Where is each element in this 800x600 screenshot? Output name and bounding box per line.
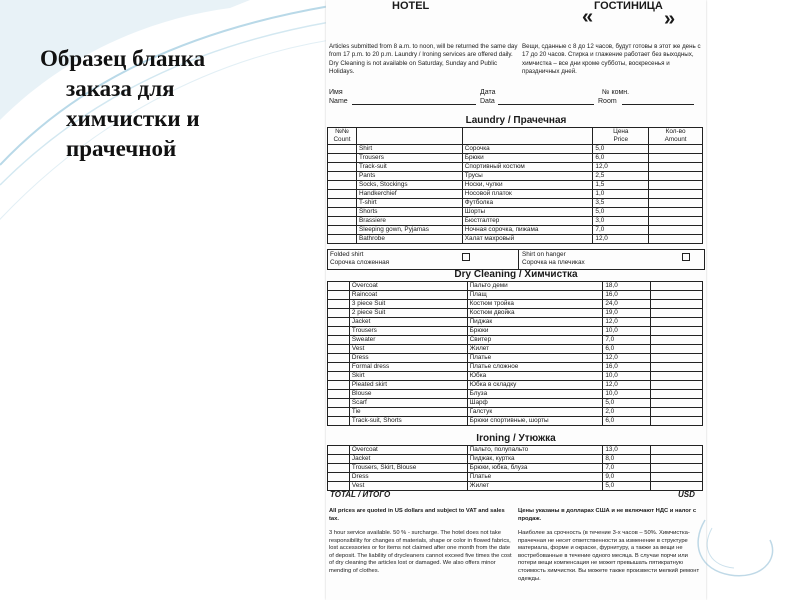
count-header-en: Count <box>333 136 351 143</box>
item-price: 24,0 <box>603 300 651 309</box>
item-en: Jacket <box>349 455 467 464</box>
name-label-ru: Имя <box>329 89 343 96</box>
intro-text-ru: Вещи, сданные с 8 до 12 часов, будут готовы в этот же день с 17 до 20 часов. Стирка и глажение работает без выходных, химчистка – все дни кроме субботы, воскресенья и праздничных дней. <box>522 43 701 76</box>
item-ru: Галстук <box>467 408 603 417</box>
item-en: Skirt <box>349 372 467 381</box>
item-en: Dress <box>349 354 467 363</box>
item-ru: Трусы <box>462 172 593 181</box>
name-label-en: Name <box>329 98 348 105</box>
slide-title-line: химчистки и <box>66 106 200 131</box>
item-ru: Жилет <box>467 345 603 354</box>
item-en: Jacket <box>349 318 467 327</box>
total-label: TOTAL / ИТОГО <box>330 490 391 499</box>
folded-shirt-label-ru: Сорочка сложенная <box>330 259 390 266</box>
item-price: 1,0 <box>593 190 649 199</box>
item-ru: Пиджак <box>467 318 603 327</box>
item-ru: Спортивный костюм <box>462 163 593 172</box>
item-ru: Платье <box>467 354 603 363</box>
footer-vat-en: All prices are quoted in US dollars and subject to VAT and sales tax. <box>329 508 505 522</box>
slide-title-line: Образец бланка <box>40 46 206 71</box>
item-ru: Брюки спортивные, шорты <box>467 417 603 426</box>
item-price: 2,5 <box>593 172 649 181</box>
item-en: Brassiere <box>356 217 462 226</box>
currency-label: USD <box>678 490 695 499</box>
item-ru: Брюки, юбка, блуза <box>467 464 603 473</box>
hanger-shirt-label-en: Shirt on hanger <box>522 251 566 258</box>
item-price: 5,0 <box>593 145 649 154</box>
item-ru: Жилет <box>467 482 603 491</box>
item-en: T-shirt <box>356 199 462 208</box>
footer-vat-ru: Цены указаны в долларах США и не включают НДС и налог с продаж. <box>518 508 697 522</box>
item-ru: Брюки <box>462 154 593 163</box>
folded-shirt-label-en: Folded shirt <box>330 251 364 258</box>
item-en: Socks, Stockings <box>356 181 462 190</box>
item-price: 1,5 <box>593 181 649 190</box>
item-price: 19,0 <box>603 309 651 318</box>
item-ru: Пиджак, куртка <box>467 455 603 464</box>
item-price: 5,0 <box>603 399 651 408</box>
item-ru: Костюм тройка <box>467 300 603 309</box>
room-label-ru: № комн. <box>602 89 630 96</box>
item-price: 13,0 <box>603 446 651 455</box>
item-en: Track-suit, Shorts <box>349 417 467 426</box>
hotel-title-en: HOTEL <box>392 0 430 12</box>
item-ru: Плащ <box>467 291 603 300</box>
item-en: Trousers <box>356 154 462 163</box>
item-ru: Носки, чулки <box>462 181 593 190</box>
footer-terms-en: 3 hour service available. 50 % - surcharge. The hotel does not take responsibility for changes of materials, shape or color in flowed fabrics, lost accessories or for items not claimed after one month from the date of deposit. The liability of drycleaners cannot exceed five times the cost of dry cleaning the articles lost or damaged. We also offers minor mending of clothes. <box>329 530 512 574</box>
item-price: 12,0 <box>603 318 651 327</box>
item-ru: Юбка в складку <box>467 381 603 390</box>
item-price: 5,0 <box>593 208 649 217</box>
count-header-ru: №№ <box>335 128 349 135</box>
item-en: Bathrobe <box>356 235 462 244</box>
item-en: Formal dress <box>349 363 467 372</box>
item-price: 7,0 <box>603 336 651 345</box>
dry-cleaning-section-title: Dry Cleaning / Химчистка <box>454 269 578 280</box>
item-ru: Футболка <box>462 199 593 208</box>
item-en: Track-suit <box>356 163 462 172</box>
price-header-en: Price <box>613 136 629 143</box>
laundry-section-title: Laundry / Прачечная <box>465 115 567 126</box>
item-ru: Костюм двойка <box>467 309 603 318</box>
footer-terms-ru: Наиболее за срочность (в течение 3-х часов – 50%. Химчистка-прачечная не несет ответственности за изменение в структуре материала, форме и окраске, фурнитуру, а также за вещи не востребованные в течение одного месяца. В случае порчи или потери вещи компенсация не может превышать пятикратную стоимость химчистки. Вы можете также произвести мелкий ремонт одежды. <box>518 530 700 582</box>
item-en: Sleeping gown, Pyjamas <box>356 226 462 235</box>
item-price: 3,0 <box>593 217 649 226</box>
item-price: 6,0 <box>593 154 649 163</box>
slide-title-line: заказа для <box>66 76 175 101</box>
item-price: 6,0 <box>603 345 651 354</box>
item-ru: Ночная сорочка, пижама <box>462 226 593 235</box>
item-ru: Пальто, полупальто <box>467 446 603 455</box>
item-ru: Брюки <box>467 327 603 336</box>
hotel-title-ru: ГОСТИНИЦА <box>594 0 663 12</box>
item-en: Shorts <box>356 208 462 217</box>
item-price: 12,0 <box>603 354 651 363</box>
item-price: 10,0 <box>603 390 651 399</box>
item-price: 6,0 <box>603 417 651 426</box>
item-en: 3 piece Suit <box>349 300 467 309</box>
item-en: Pleated skirt <box>349 381 467 390</box>
item-ru: Свитер <box>467 336 603 345</box>
item-en: Vest <box>349 345 467 354</box>
intro-text-en: Articles submitted from 8 a.m. to noon, will be returned the same day from 17 p.m. to 20 p.m. Laundry / Ironing services are offered daily. Dry Cleaning is not available on Saturday, Sunday and Public Holidays. <box>329 43 518 76</box>
item-en: Blouse <box>349 390 467 399</box>
item-en: Handkerchief <box>356 190 462 199</box>
item-price: 5,0 <box>603 482 651 491</box>
item-en: Tie <box>349 408 467 417</box>
item-ru: Юбка <box>467 372 603 381</box>
item-ru: Пальто деми <box>467 282 603 291</box>
item-en: Raincoat <box>349 291 467 300</box>
hotel-name-quote-open: « <box>582 6 594 28</box>
item-ru: Платье <box>467 473 603 482</box>
item-en: Dress <box>349 473 467 482</box>
price-header-ru: Цена <box>613 128 629 135</box>
item-price: 7,0 <box>593 226 649 235</box>
item-price: 12,0 <box>593 163 649 172</box>
hanger-shirt-label-ru: Сорочка на плечиках <box>522 259 585 266</box>
item-price: 10,0 <box>603 327 651 336</box>
slide-title-line: прачечной <box>66 136 177 161</box>
hotel-name-quote-close: » <box>664 8 676 30</box>
item-price: 9,0 <box>603 473 651 482</box>
item-en: Overcoat <box>349 446 467 455</box>
amount-header-en: Amount <box>664 136 687 143</box>
item-en: Scarf <box>349 399 467 408</box>
item-price: 10,0 <box>603 372 651 381</box>
item-ru: Платье сложное <box>467 363 603 372</box>
item-en: Shirt <box>356 145 462 154</box>
item-ru: Блуза <box>467 390 603 399</box>
item-price: 3,5 <box>593 199 649 208</box>
item-price: 12,0 <box>593 235 649 244</box>
item-price: 18,0 <box>603 282 651 291</box>
item-price: 7,0 <box>603 464 651 473</box>
item-ru: Сорочка <box>462 145 593 154</box>
item-price: 12,0 <box>603 381 651 390</box>
item-ru: Халат махровый <box>462 235 593 244</box>
item-price: 8,0 <box>603 455 651 464</box>
item-en: 2 piece Suit <box>349 309 467 318</box>
item-en: Trousers <box>349 327 467 336</box>
item-price: 16,0 <box>603 291 651 300</box>
item-en: Pants <box>356 172 462 181</box>
item-ru: Носовой платок <box>462 190 593 199</box>
item-ru: Шарф <box>467 399 603 408</box>
amount-header-ru: Кол-во <box>665 128 686 135</box>
item-price: 16,0 <box>603 363 651 372</box>
item-price: 2,0 <box>603 408 651 417</box>
item-en: Overcoat <box>349 282 467 291</box>
date-label-en: Data <box>480 98 495 105</box>
ironing-section-title: Ironing / Утюжка <box>476 433 556 444</box>
room-label-en: Room <box>598 98 617 105</box>
item-en: Sweater <box>349 336 467 345</box>
item-ru: Шорты <box>462 208 593 217</box>
date-label-ru: Дата <box>480 89 496 96</box>
item-en: Vest <box>349 482 467 491</box>
item-en: Trousers, Skirt, Blouse <box>349 464 467 473</box>
item-ru: Бюстгалтер <box>462 217 593 226</box>
